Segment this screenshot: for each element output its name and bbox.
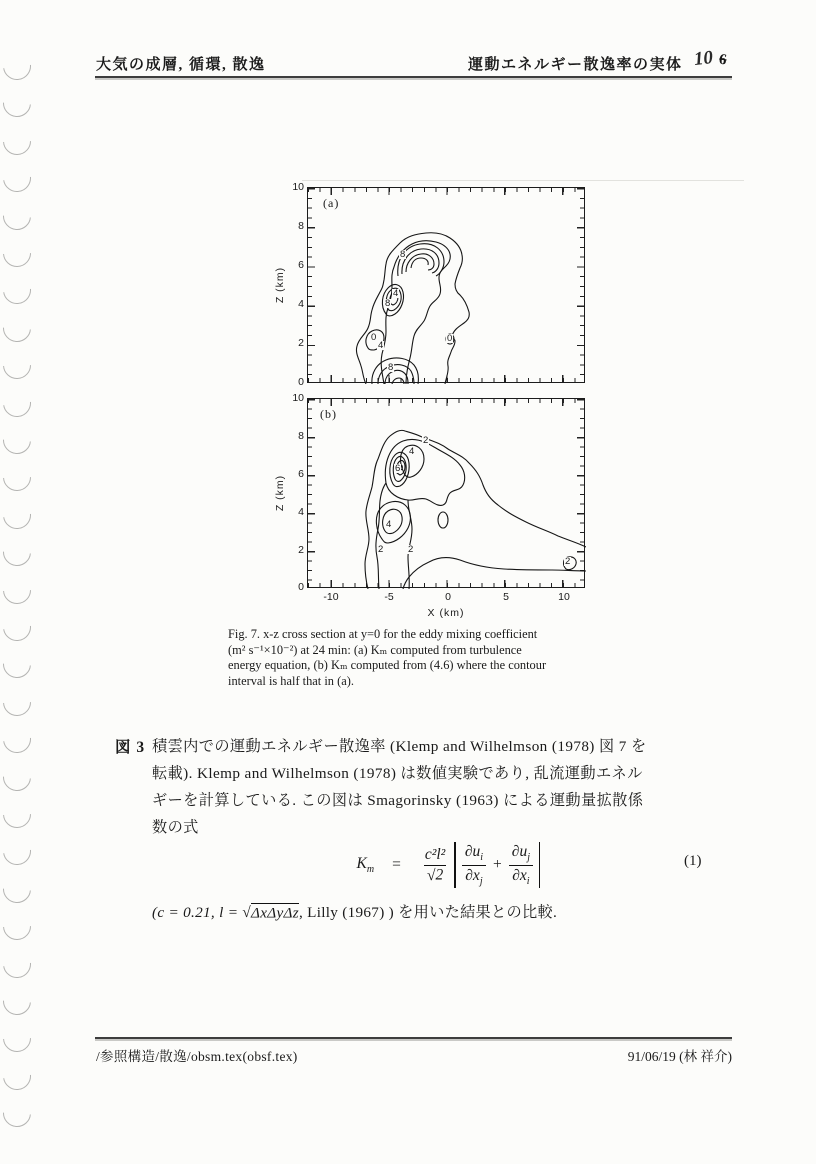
contour-label: 4 <box>409 446 415 457</box>
plus-sign: + <box>493 856 502 873</box>
x-axis-label: X (km) <box>427 607 465 619</box>
y-tick-label: 6 <box>298 468 304 480</box>
y-tick-label: 6 <box>298 259 304 271</box>
absolute-value-bar <box>454 842 456 888</box>
body-text-line: 転載). Klemp and Wilhelmson (1978) は数値実験であり, 乱流運動エネル <box>152 765 643 782</box>
y-tick-label: 4 <box>298 506 304 518</box>
coil-mark <box>1 387 32 418</box>
coil-mark <box>2 537 32 567</box>
header-rule <box>95 76 732 78</box>
contour-label: 4 <box>378 340 384 351</box>
coil-mark <box>1 275 32 306</box>
panel-tag-a: (a) <box>323 196 340 210</box>
figure-number-label: 図 3 <box>115 739 146 756</box>
header-right-title: 運動エネルギー散逸率の実体 <box>468 57 683 73</box>
x-tick-label: 5 <box>503 591 509 603</box>
equation-parameters-line: (c = 0.21, l = √ΔxΔyΔz, Lilly (1967) ) を用いた結果との比較. <box>152 904 558 921</box>
contour-plot-panel-b <box>274 392 585 619</box>
contour-label: 8 <box>385 298 391 309</box>
coil-mark <box>3 351 32 380</box>
footer-rule <box>95 1037 732 1039</box>
coil-mark <box>3 912 32 941</box>
coil-mark <box>3 800 32 829</box>
caption-line: interval is half that in (a). <box>228 673 354 688</box>
contour-label: 2 <box>378 544 384 555</box>
caption-line: Fig. 7. x-z cross section at y=0 for the eddy mixing coefficient <box>228 627 538 641</box>
contour-label: 8 <box>388 362 394 373</box>
contour-lines-a <box>308 188 586 384</box>
coil-mark <box>3 126 32 155</box>
equation-lhs: $K_m$ <box>356 854 375 876</box>
contour-label: 4 <box>386 519 392 530</box>
handwritten-page-number: 10 <box>692 47 714 70</box>
coefficient-fraction: $\frac{\text{c²l²}}{√2}$ <box>424 845 446 884</box>
coil-mark <box>3 239 32 268</box>
x-tick-label: -10 <box>323 591 339 603</box>
coil-mark <box>1 499 32 530</box>
y-tick-label: 2 <box>298 544 304 556</box>
y-axis-label-a: Z (km) <box>274 266 287 304</box>
coil-mark <box>2 88 32 118</box>
footer-date-author: 91/06/19 (林 祥介) <box>627 1049 732 1064</box>
coil-mark <box>1 948 32 979</box>
coil-mark <box>2 649 32 679</box>
coil-mark <box>1 163 32 194</box>
caption-line: energy equation, (b) Kₘ computed from (4.6) where the contour <box>228 658 547 673</box>
x-tick-label: 10 <box>558 591 570 603</box>
contour-label: 6 <box>395 463 401 474</box>
contour-label: 2 <box>565 556 571 567</box>
body-text-line: 積雲内での運動エネルギー散逸率 (Klemp and Wilhelmson (1978) 図 7 を <box>152 738 647 755</box>
header-left-title: 大気の成層, 循環, 散逸 <box>96 57 266 73</box>
equation-number: (1) <box>684 853 702 869</box>
y-axis-label-b: Z (km) <box>274 474 287 512</box>
y-tick-label: 10 <box>292 392 304 404</box>
contour-label: 2 <box>423 435 429 446</box>
contour-plot-panel-a <box>274 181 585 388</box>
coil-mark <box>2 874 32 904</box>
contour-label: 4 <box>393 288 399 299</box>
contour-label: 0 <box>371 332 377 343</box>
derivative-term-1: $\frac{\partial u_i}{\partial x_j}$ <box>462 843 486 886</box>
y-tick-label: 10 <box>292 181 304 193</box>
caption-line: (m² s⁻¹×10⁻²) at 24 min: (a) Kₘ computed from turbulence <box>228 642 522 657</box>
derivative-term-2: $\frac{\partial u_j}{\partial x_i}$ <box>509 843 533 886</box>
figure-caption <box>228 627 616 689</box>
y-tick-label: 8 <box>298 220 304 232</box>
contour-label: 2 <box>408 544 414 555</box>
coil-mark <box>1 611 32 642</box>
coil-mark <box>1 836 32 867</box>
contour-lines-b <box>308 399 586 589</box>
y-tick-label: 0 <box>298 376 304 388</box>
coil-mark <box>2 1098 32 1128</box>
coil-mark <box>3 575 32 604</box>
coil-mark <box>2 762 32 792</box>
body-text-line: ギーを計算している. この図は Smagorinsky (1963) による運動量拡散係 <box>152 792 644 809</box>
coil-mark <box>2 425 32 455</box>
contour-label: 8 <box>400 249 406 260</box>
coil-mark <box>1 50 32 81</box>
panel-tag-b: (b) <box>320 407 337 421</box>
coil-mark <box>3 687 32 716</box>
y-tick-label: 4 <box>298 298 304 310</box>
equals-sign: = <box>392 856 401 873</box>
coil-mark <box>2 201 32 231</box>
scan-artifact-line <box>302 180 744 181</box>
coil-mark <box>3 1024 32 1053</box>
coil-mark <box>1 1060 32 1091</box>
body-text-line: 数の式 <box>152 819 199 836</box>
x-tick-label: -5 <box>384 591 394 603</box>
x-tick-label: 0 <box>445 591 451 603</box>
y-tick-label: 0 <box>298 581 304 593</box>
coil-mark <box>3 463 32 492</box>
contour-label: 0 <box>447 333 453 344</box>
coil-mark <box>1 724 32 755</box>
y-tick-label: 8 <box>298 430 304 442</box>
y-tick-label: 2 <box>298 337 304 349</box>
footer-file-path: /参照構造/散逸/obsm.tex(obsf.tex) <box>96 1049 298 1064</box>
struck-out-page-number: 6 <box>717 51 728 69</box>
coil-mark <box>2 986 32 1016</box>
absolute-value-bar <box>539 842 541 888</box>
coil-mark <box>2 313 32 343</box>
equation-km <box>280 836 620 894</box>
